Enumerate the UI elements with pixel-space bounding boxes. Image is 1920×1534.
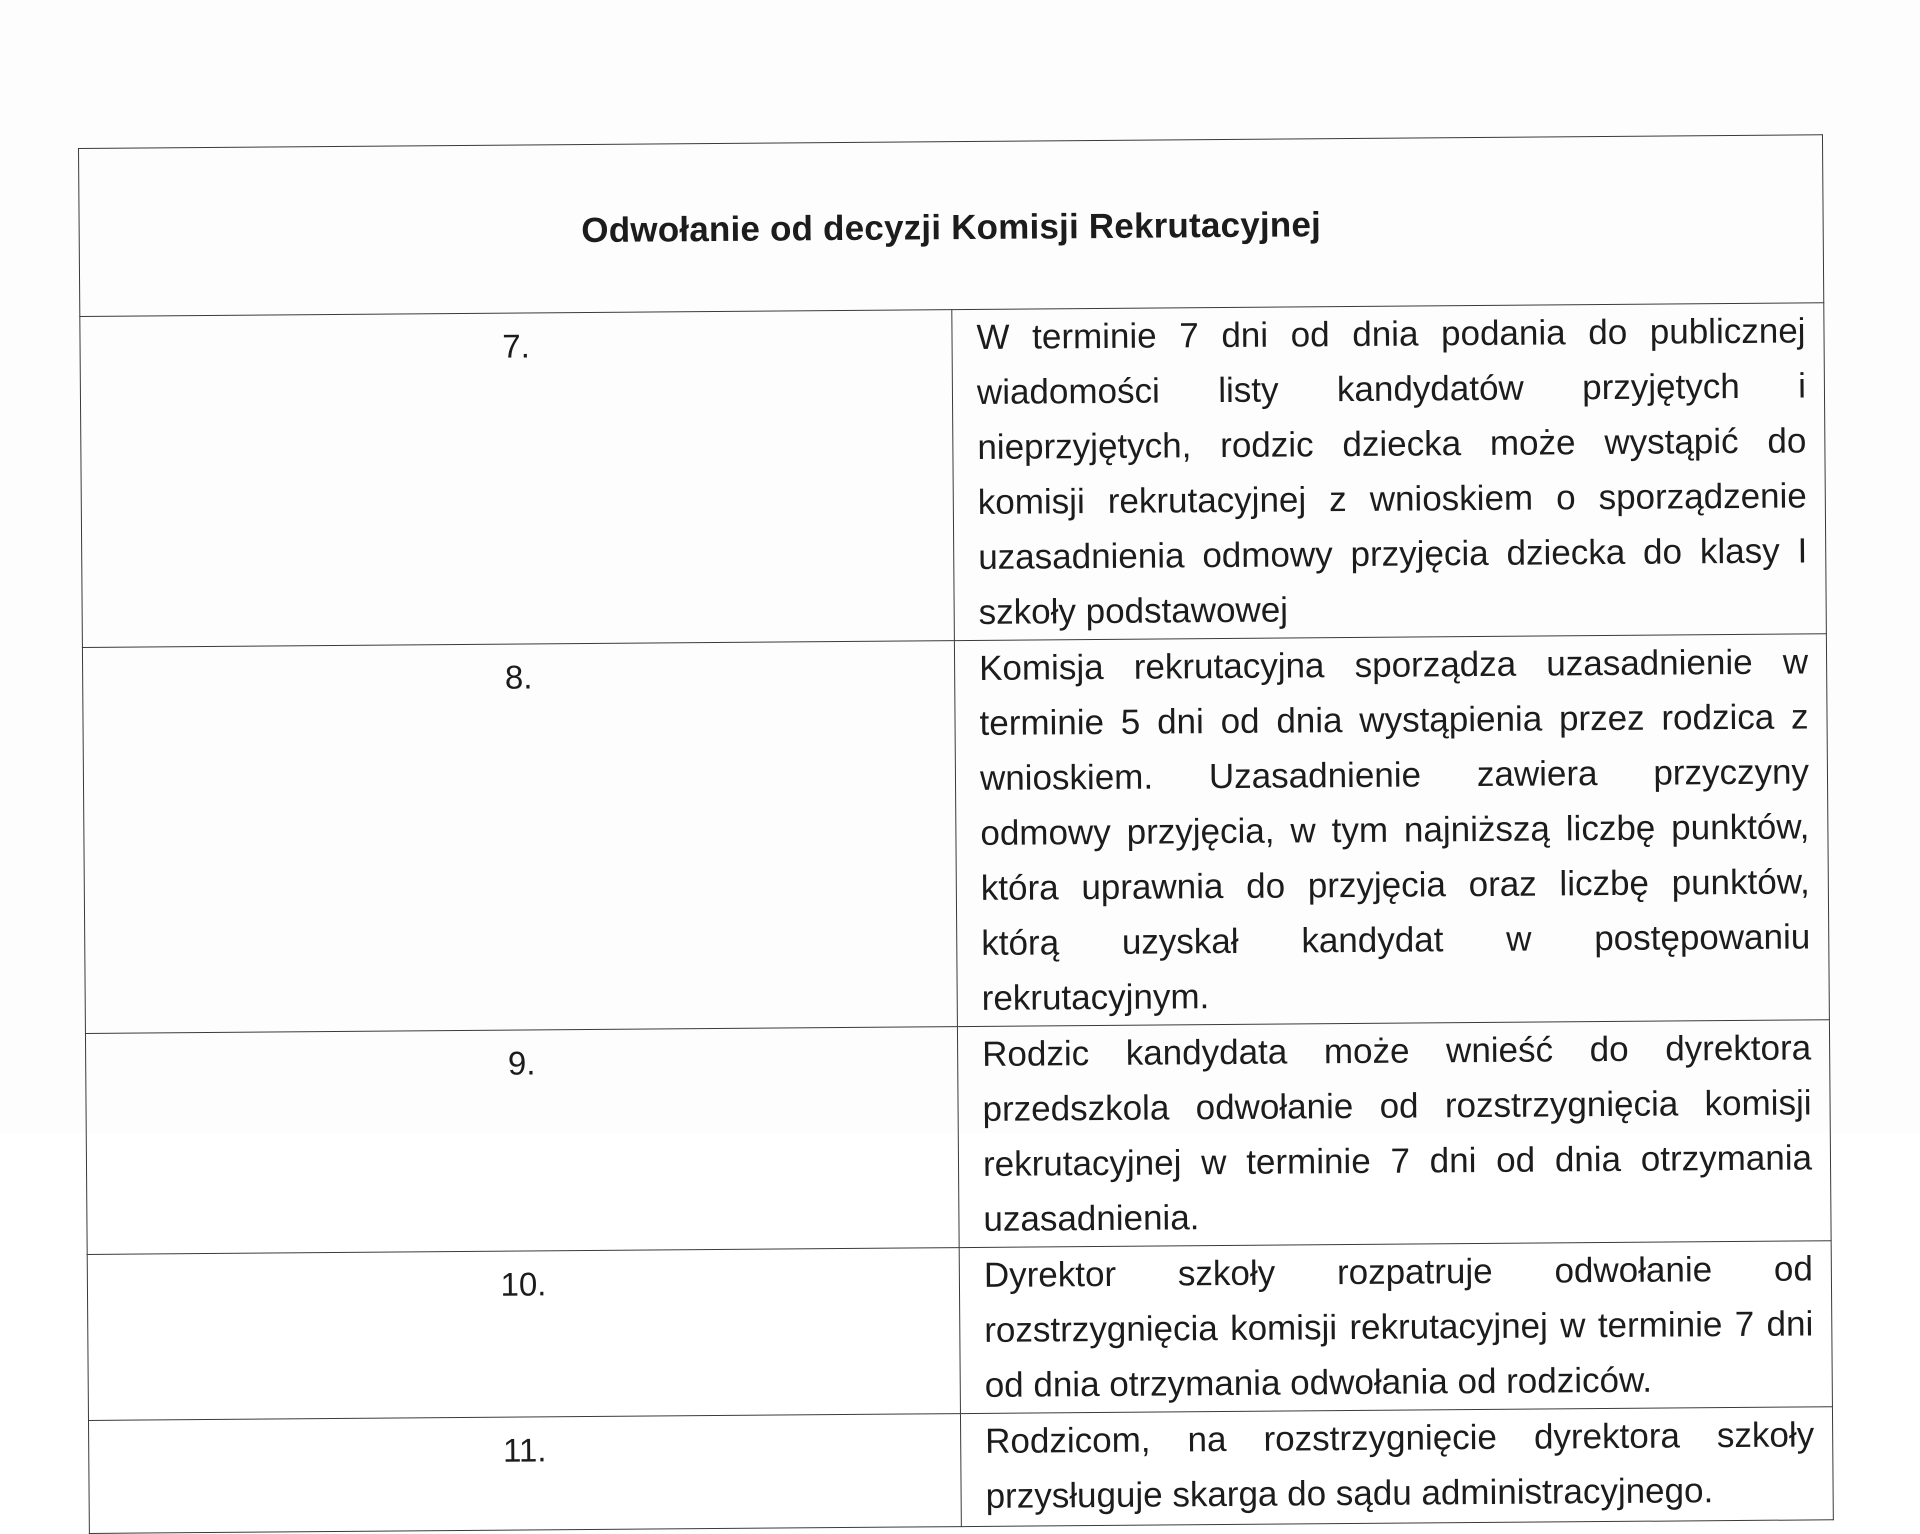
row-text: Komisja rekrutacyjna sporządza uzasadnienie w terminie 5 dni od dnia wystąpienia przez rodzica z wnioskiem. Uzasadnienie zawiera przyczyny odmowy przyjęcia, w tym najniższą liczbę punktów, która uprawnia do przyjęcia oraz liczbę punktów, którą uzyskał kandydat w postępowaniu rekrutacyjnym.: [954, 634, 1829, 1027]
row-number: 9.: [85, 1027, 959, 1255]
table-title-row: [79, 135, 1824, 317]
row-text: Rodzicom, na rozstrzygnięcie dyrektora szkoły przysługuje skarga do sądu administracyjnego.: [960, 1407, 1833, 1527]
table-row: [87, 1241, 1832, 1421]
appeal-procedure-table: [78, 134, 1834, 1534]
row-number: 7.: [80, 310, 955, 648]
table-row: [85, 1020, 1831, 1255]
table-row: [82, 634, 1829, 1034]
table-row: [88, 1407, 1833, 1534]
table-title: Odwołanie od decyzji Komisji Rekrutacyjnej: [79, 135, 1824, 317]
row-number: 10.: [87, 1248, 960, 1421]
table-row: [80, 303, 1827, 648]
row-text: Rodzic kandydata może wnieść do dyrektora przedszkola odwołanie od rozstrzygnięcia komisji rekrutacyjnej w terminie 7 dni od dnia otrzymania uzasadnienia.: [957, 1020, 1831, 1248]
row-number: 8.: [82, 641, 957, 1034]
row-text: W terminie 7 dni od dnia podania do publicznej wiadomości listy kandydatów przyjętych i nieprzyjętych, rodzic dziecka może wystąpić do komisji rekrutacyjnej z wnioskiem o sporządzenie uzasadnienia odmowy przyjęcia dziecka do klasy I szkoły podstawowej: [952, 303, 1827, 641]
row-text: Dyrektor szkoły rozpatruje odwołanie od rozstrzygnięcia komisji rekrutacyjnej w terminie 7 dni od dnia otrzymania odwołania od rodziców.: [959, 1241, 1832, 1414]
row-number: 11.: [88, 1414, 961, 1534]
